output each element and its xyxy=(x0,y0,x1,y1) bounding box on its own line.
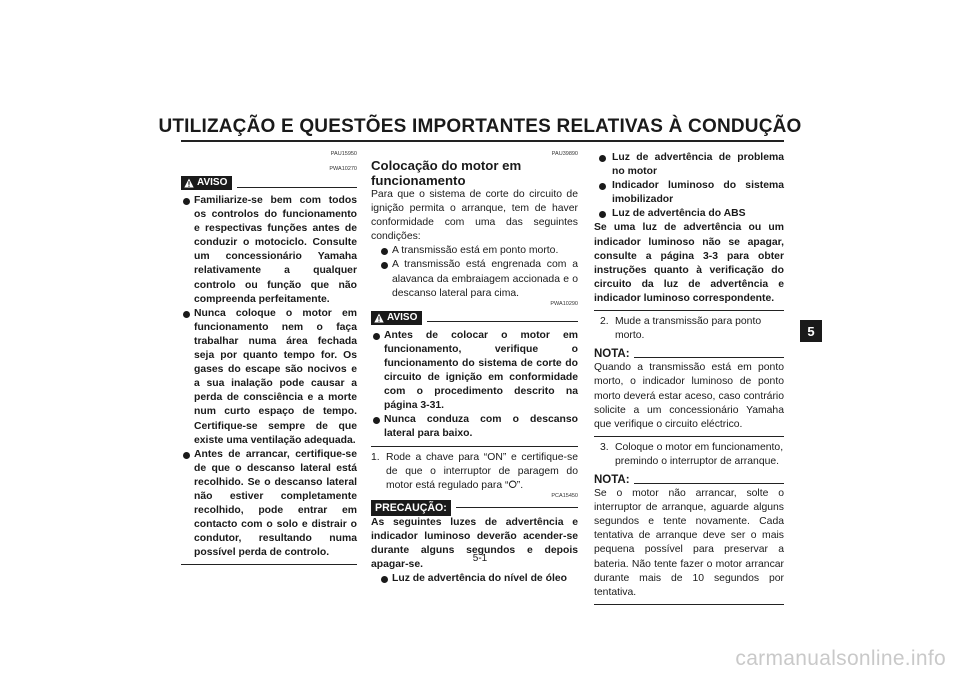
condition-item: A transmissão está engrenada com a alavanca da embraiagem accionada e o descanso lateral para cima. xyxy=(371,258,578,300)
step-text: Mude a transmissão para ponto morto. xyxy=(615,316,762,342)
step-number: 3. xyxy=(600,441,609,453)
warning-item: Nunca coloque o motor em funcionamento nem o faça trabalhar numa área fechada seja por quanto tempo for. Os gases do escape são nocivos e a sua inalação pode causar a perda de consciência e a morte num curto espaço de tempo. Certifique-se sempre de que existe uma ventilação adequada. xyxy=(181,307,357,448)
note-text: Se o motor não arrancar, solte o interruptor de arranque, aguarde alguns segundos e tente novamente. Cada tentativa de arranque deve ser o mais pequena possível para preservar a bateria. Não tente fazer o motor arrancar durante mais de 10 segundos por tentativa. xyxy=(594,488,784,598)
bullet-icon xyxy=(599,155,606,162)
warning-badge xyxy=(181,176,232,190)
warning-label: AVISO xyxy=(197,176,228,188)
title-rule xyxy=(181,140,784,142)
ref-code: PAU15950 xyxy=(330,151,357,157)
bullet-icon xyxy=(381,576,388,583)
caution-paragraph: Se uma luz de advertência ou um indicador luminoso não se apagar, consulte a página 3-3 para obter instruções quanto à verificação do circuito da luz de advertência e indicador luminoso correspondente. xyxy=(594,222,784,304)
ref-code: PWA10290 xyxy=(550,300,578,307)
step-number: 2. xyxy=(600,316,609,328)
note-header xyxy=(594,347,784,361)
ref-code: PAU39890 xyxy=(551,151,578,157)
warning-item: Antes de arrancar, certifique-se de que o descanso lateral está recolhido. Se o descanso lateral não estiver completamente recolhido, pode entrar em contacto com o solo e distrair o condutor, resultando numa possível perda de controlo. xyxy=(181,448,357,561)
ref-code: PCA15450 xyxy=(551,492,578,499)
note-rule xyxy=(634,483,784,484)
step-2 xyxy=(594,315,784,343)
warning-label: AVISO xyxy=(387,311,418,323)
caution-item: Luz de advertência do nível de óleo xyxy=(371,572,578,586)
warning-header xyxy=(371,311,578,325)
step-text: Coloque o motor em funcionamento, premindo o interruptor de arranque. xyxy=(615,441,784,467)
note-text: Quando a transmissão está em ponto morto, o indicador luminoso de ponto morto deverá estar aceso, caso contrário solicite a um concessionário Yamaha que verifique o circuito eléctrico. xyxy=(594,362,784,430)
caution-rule xyxy=(456,507,578,508)
page-number: 5-1 xyxy=(472,553,488,564)
column-1 xyxy=(181,151,357,565)
bullet-icon xyxy=(599,211,606,218)
ref-code: PWA10270 xyxy=(329,166,357,172)
warning-triangle-icon xyxy=(374,313,384,323)
bullet-icon xyxy=(381,248,388,255)
bullet-icon xyxy=(373,417,380,424)
step-text: Rode a chave para “ON” e certifique-se de que o interruptor de paragem do motor está regulado para “⭘”. xyxy=(386,451,578,491)
column-3 xyxy=(594,151,784,605)
warning-rule xyxy=(237,179,357,188)
warning-header xyxy=(181,176,357,190)
warning-badge xyxy=(371,311,422,325)
caution-header xyxy=(371,500,578,516)
page-title: UTILIZAÇÃO E QUESTÕES IMPORTANTES RELATIVAS À CONDUÇÃO xyxy=(158,116,802,137)
bullet-icon xyxy=(183,452,190,459)
bullet-icon xyxy=(373,333,380,340)
step-3 xyxy=(594,441,784,469)
light-item: Luz de advertência de problema no motor xyxy=(594,151,784,179)
bullet-icon xyxy=(183,198,190,205)
note-label: NOTA: xyxy=(594,348,630,361)
light-item: Indicador luminoso do sistema imobilizador xyxy=(594,179,784,207)
caution-text: As seguintes luzes de advertência e indicador luminoso deverão acender-se durante alguns segundos e depois apagar-se. xyxy=(371,516,578,571)
section-end-rule xyxy=(594,604,784,605)
watermark: carmanualsonline.info xyxy=(735,647,946,670)
note-label: NOTA: xyxy=(594,473,630,486)
section-end-rule xyxy=(181,564,357,565)
light-item: Luz de advertência do ABS xyxy=(594,207,784,221)
intro-paragraph: Para que o sistema de corte do circuito de ignição permita o arranque, tem de haver conformidade com uma das seguintes condições: xyxy=(371,189,578,243)
step-1 xyxy=(371,451,578,493)
condition-item: A transmissão está em ponto morto. xyxy=(371,244,578,258)
warning-item: Nunca conduza com o descanso lateral para baixo. xyxy=(371,413,578,441)
caution-label: PRECAUÇÃO: xyxy=(371,500,451,516)
bullet-icon xyxy=(599,183,606,190)
chapter-tab: 5 xyxy=(800,320,822,342)
note-header xyxy=(594,473,784,487)
bullet-icon xyxy=(183,311,190,318)
note-rule xyxy=(634,357,784,358)
warning-rule xyxy=(427,313,578,322)
warning-triangle-icon xyxy=(184,178,194,188)
step-number: 1. xyxy=(371,451,380,463)
column-2 xyxy=(371,151,578,586)
section-title: Colocação do motor em funcionamento xyxy=(371,158,522,188)
warning-item: Antes de colocar o motor em funcionamento, verifique o funcionamento do sistema de corte do circuito de ignição em conformidade com o procedimento descrito na página 3-31. xyxy=(371,329,578,414)
bullet-icon xyxy=(381,262,388,269)
warning-item: Familiarize-se bem com todos os controlos do funcionamento e respectivas funções antes de conduzir o motociclo. Consulte um concessionário Yamaha relativamente a qualquer controlo ou função que não compreenda perfeitamente. xyxy=(181,194,357,307)
